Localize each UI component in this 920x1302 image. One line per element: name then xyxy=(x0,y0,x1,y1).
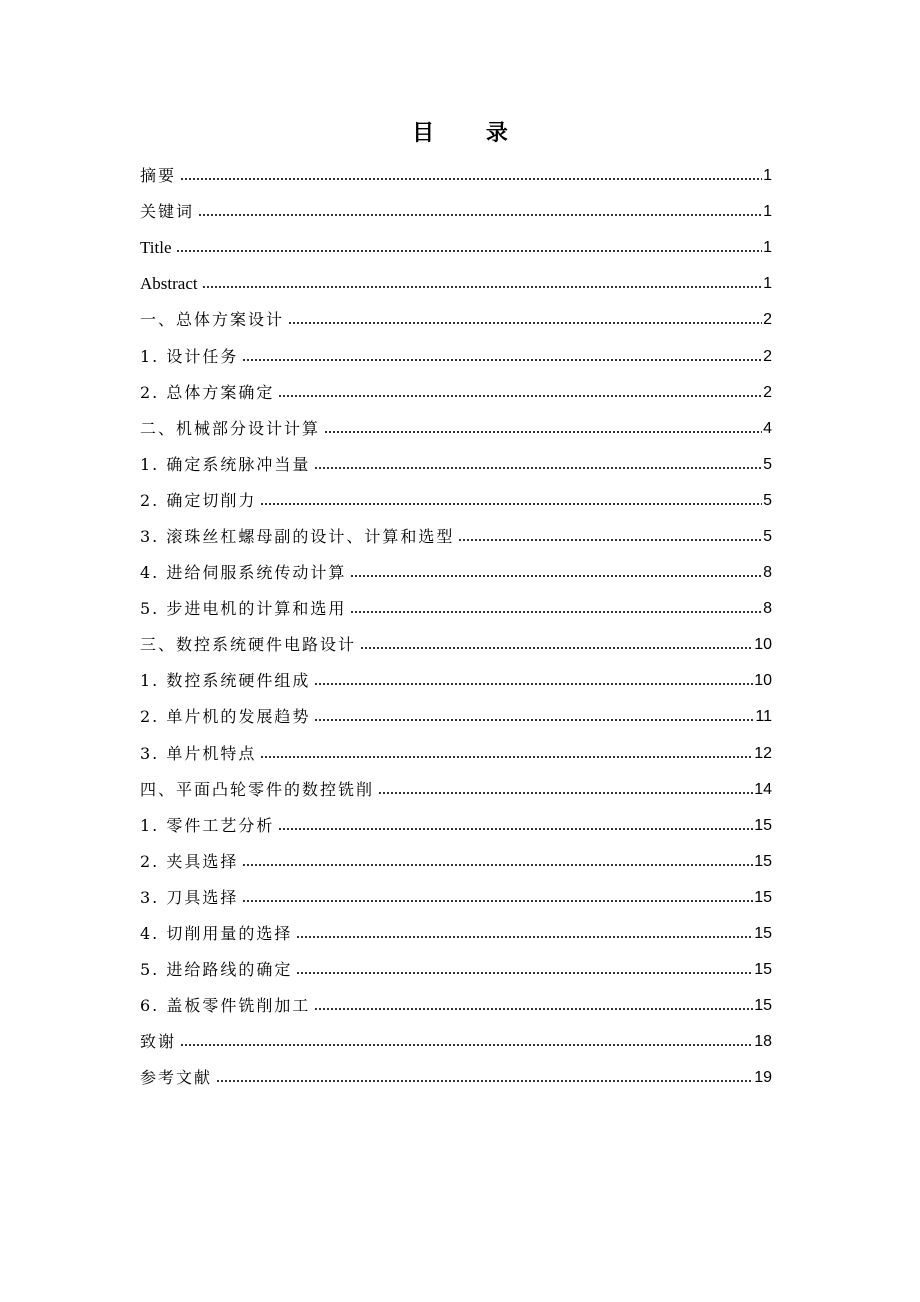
dot-leader xyxy=(458,539,762,541)
dot-leader xyxy=(180,1044,753,1046)
dot-leader xyxy=(296,936,753,938)
dot-leader xyxy=(242,864,753,866)
toc-entry-page: 5 xyxy=(763,491,772,509)
toc-entry[interactable] xyxy=(140,555,772,591)
toc-entry[interactable] xyxy=(140,772,772,808)
toc-entry[interactable] xyxy=(140,158,772,194)
toc-entry-label: 二、机械部分设计计算 xyxy=(140,418,321,438)
toc-entry-label: 4. 切削用量的选择 xyxy=(140,924,293,944)
toc-entry-label: 2. 总体方案确定 xyxy=(140,382,275,402)
dot-leader xyxy=(242,900,753,902)
toc-entry-page: 1 xyxy=(763,203,772,221)
toc-entry-page: 15 xyxy=(754,997,772,1015)
toc-entry[interactable] xyxy=(140,230,772,266)
toc-entry[interactable] xyxy=(140,519,772,555)
toc-entry[interactable] xyxy=(140,808,772,844)
toc-entry-page: 2 xyxy=(763,311,772,329)
toc-entry-label: 四、平面凸轮零件的数控铣削 xyxy=(140,779,375,799)
dot-leader xyxy=(278,828,753,830)
toc-entry-label: 1. 设计任务 xyxy=(140,346,239,366)
toc-entry-label: 3. 单片机特点 xyxy=(140,743,257,763)
toc-title: 目 录 xyxy=(412,121,530,146)
toc-entry-page: 12 xyxy=(754,744,772,762)
toc-entry[interactable] xyxy=(140,1024,772,1060)
toc-entry-label: 2. 确定切削力 xyxy=(140,490,257,510)
dot-leader xyxy=(314,467,762,469)
toc-entry-page: 4 xyxy=(763,419,772,437)
toc-entry[interactable] xyxy=(140,375,772,411)
toc-entry-label: 5. 步进电机的计算和选用 xyxy=(140,599,347,619)
toc-entry-page: 11 xyxy=(755,708,772,726)
dot-leader xyxy=(378,792,753,794)
dot-leader xyxy=(360,647,753,649)
toc-entry-label: 2. 夹具选择 xyxy=(140,851,239,871)
toc-entry[interactable] xyxy=(140,1060,772,1096)
table-of-contents xyxy=(140,158,772,1096)
dot-leader xyxy=(260,756,753,758)
toc-entry-page: 8 xyxy=(763,600,772,618)
toc-entry[interactable] xyxy=(140,736,772,772)
toc-entry[interactable] xyxy=(140,302,772,338)
toc-entry-label: 1. 数控系统硬件组成 xyxy=(140,671,311,691)
toc-entry-page: 15 xyxy=(754,816,772,834)
toc-entry-label: Abstract xyxy=(140,274,198,294)
toc-entry[interactable] xyxy=(140,194,772,230)
toc-entry[interactable] xyxy=(140,483,772,519)
dot-leader xyxy=(278,395,762,397)
toc-entry[interactable] xyxy=(140,627,772,663)
dot-leader xyxy=(314,1008,753,1010)
toc-entry[interactable] xyxy=(140,844,772,880)
toc-entry-page: 1 xyxy=(763,167,772,185)
toc-entry-page: 15 xyxy=(754,852,772,870)
toc-entry-page: 10 xyxy=(754,672,772,690)
toc-entry-page: 18 xyxy=(754,1033,772,1051)
toc-entry-label: 摘要 xyxy=(140,166,177,186)
toc-entry-label: 1. 零件工艺分析 xyxy=(140,815,275,835)
dot-leader xyxy=(324,431,762,433)
toc-entry-page: 2 xyxy=(763,383,772,401)
toc-entry-page: 5 xyxy=(763,527,772,545)
dot-leader xyxy=(296,972,753,974)
dot-leader xyxy=(216,1080,753,1082)
dot-leader xyxy=(288,322,762,324)
toc-entry-label: Title xyxy=(140,238,172,258)
toc-entry-page: 2 xyxy=(763,347,772,365)
dot-leader xyxy=(198,214,762,216)
toc-entry-page: 15 xyxy=(754,961,772,979)
toc-entry[interactable] xyxy=(140,880,772,916)
dot-leader xyxy=(260,503,762,505)
dot-leader xyxy=(176,250,763,252)
dot-leader xyxy=(314,719,754,721)
dot-leader xyxy=(350,575,762,577)
dot-leader xyxy=(180,178,762,180)
toc-entry-label: 致谢 xyxy=(140,1032,177,1052)
toc-entry-page: 8 xyxy=(763,564,772,582)
dot-leader xyxy=(202,286,763,288)
toc-entry-page: 5 xyxy=(763,455,772,473)
toc-entry[interactable] xyxy=(140,952,772,988)
toc-entry-label: 三、数控系统硬件电路设计 xyxy=(140,635,357,655)
dot-leader xyxy=(242,359,762,361)
toc-entry[interactable] xyxy=(140,447,772,483)
toc-entry[interactable] xyxy=(140,338,772,374)
toc-entry-label: 6. 盖板零件铣削加工 xyxy=(140,996,311,1016)
toc-entry[interactable] xyxy=(140,266,772,302)
toc-entry-label: 2. 单片机的发展趋势 xyxy=(140,707,311,727)
toc-entry-label: 参考文献 xyxy=(140,1068,213,1088)
toc-entry-label: 5. 进给路线的确定 xyxy=(140,960,293,980)
toc-entry-page: 10 xyxy=(754,636,772,654)
toc-entry-page: 15 xyxy=(754,925,772,943)
dot-leader xyxy=(350,611,762,613)
toc-entry-page: 19 xyxy=(754,1069,772,1087)
toc-entry-label: 1. 确定系统脉冲当量 xyxy=(140,454,311,474)
toc-entry-label: 4. 进给伺服系统传动计算 xyxy=(140,563,347,583)
toc-entry[interactable] xyxy=(140,411,772,447)
dot-leader xyxy=(314,683,753,685)
toc-entry-page: 1 xyxy=(763,239,772,257)
toc-entry[interactable] xyxy=(140,663,772,699)
toc-entry-page: 15 xyxy=(754,888,772,906)
toc-entry-label: 3. 刀具选择 xyxy=(140,887,239,907)
toc-entry[interactable] xyxy=(140,916,772,952)
toc-entry[interactable] xyxy=(140,988,772,1024)
toc-entry-page: 14 xyxy=(754,780,772,798)
toc-entry-page: 1 xyxy=(763,275,772,293)
toc-entry-label: 关键词 xyxy=(140,202,195,222)
toc-entry-label: 3. 滚珠丝杠螺母副的设计、计算和选型 xyxy=(140,526,455,546)
toc-entry-label: 一、总体方案设计 xyxy=(140,310,285,330)
toc-entry[interactable] xyxy=(140,699,772,735)
toc-entry[interactable] xyxy=(140,591,772,627)
